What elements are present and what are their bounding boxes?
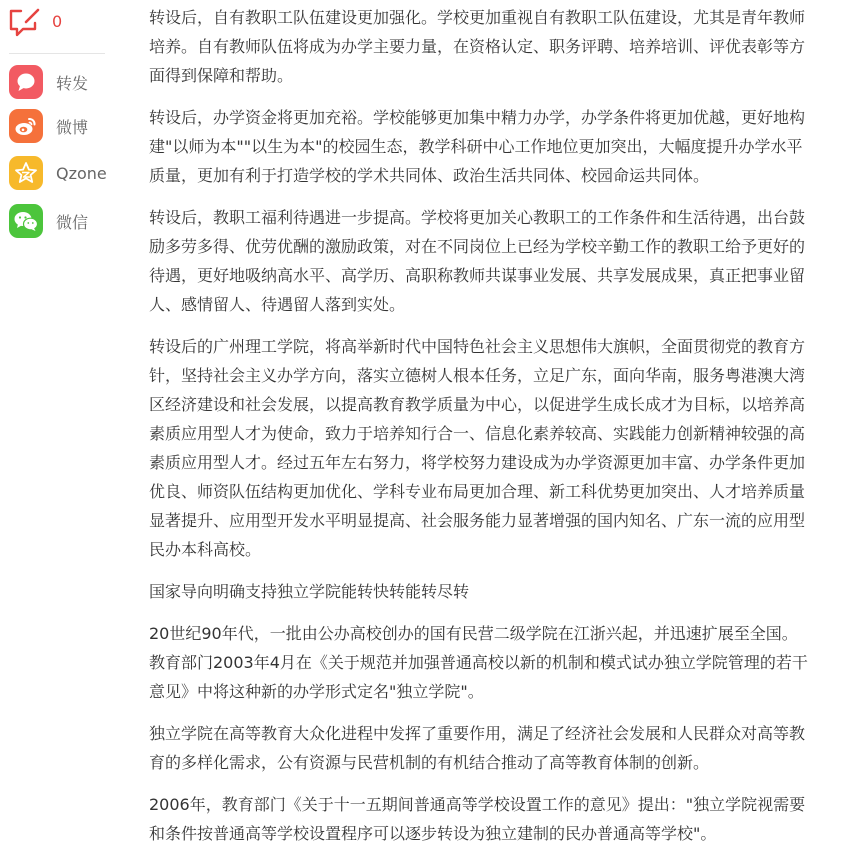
comment-button[interactable] [8,6,62,38]
weibo-icon [9,109,43,143]
message-bubble-icon [9,65,43,99]
share-label-wechat: 微信 [56,212,89,232]
article-body [149,3,813,852]
share-label-qzone: Qzone [56,163,107,183]
wechat-icon [9,204,43,238]
article-paragraph: 转设后的广州理工学院，将高举新时代中国特色社会主义思想伟大旗帜，全面贯彻党的教育方针，坚持社会主义办学方向，落实立德树人根本任务，立足广东，面向华南，服务粤港澳大湾区经济建设和社会发展，以提高教育教学质量为中心，以促进学生成长成才为目标，以培养高素质应用型人才为使命，致力于培养知行合一、信息化素养较高、实践能力创新精神较强的高素质应用型人才。经过五年左右努力，将学校努力建设成为办学资源更加丰富、办学条件更加优良、师资队伍结构更加优化、学科专业布局更加合理、新工科优势更加突出、人才培养质量显著提升、应用型开发水平明显提高、社会服务能力显著增强的国内知名、广东一流的应用型民办本科高校。 [149,337,806,559]
share-item-repost[interactable] [9,65,88,99]
share-label-weibo: 微博 [56,117,89,137]
share-label-repost: 转发 [56,73,89,93]
qzone-star-icon [9,156,43,190]
article-paragraph: 2006年，教育部门《关于十一五期间普通高等学校设置工作的意见》提出："独立学院视需要和条件按普通高等学校设置程序可以逐步转设为独立建制的民办普通高等学校"。 [149,795,806,843]
share-item-wechat[interactable] [9,204,88,238]
article-paragraph: 独立学院在高等教育大众化进程中发挥了重要作用，满足了经济社会发展和人民群众对高等教育的多样化需求，公有资源与民营机制的有机结合推动了高等教育体制的创新。 [149,724,806,772]
share-item-weibo[interactable] [9,109,88,143]
article-paragraph: 转设后，办学资金将更加充裕。学校能够更加集中精力办学，办学条件将更加优越，更好地构建"以师为本""以生为本"的校园生态，教学科研中心工作地位更加突出，大幅度提升办学水平质量，更加有利于打造学校的学术共同体、政治生活共同体、校园命运共同体。 [149,108,806,185]
comment-count: 0 [52,12,63,31]
article-paragraph: 转设后，教职工福利待遇进一步提高。学校将更加关心教职工的工作条件和生活待遇，出台鼓励多劳多得、优劳优酬的激励政策，对在不同岗位上已经为学校辛勤工作的教职工给予更好的待遇，更好地吸纳高水平、高学历、高职称教师共谋事业发展、共享发展成果，真正把事业留人、感情留人、待遇留人落到实处。 [149,208,806,314]
comment-edit-icon [8,7,40,37]
sidebar-divider [9,53,105,54]
article-paragraph: 20世纪90年代，一批由公办高校创办的国有民营二级学院在江浙兴起，并迅速扩展至全国。教育部门2003年4月在《关于规范并加强普通高校以新的机制和模式试办独立学院管理的若干意见》中将这种新的办学形式定名"独立学院"。 [149,624,808,701]
article-paragraph: 转设后，自有教职工队伍建设更加强化。学校更加重视自有教职工队伍建设，尤其是青年教师培养。自有教师队伍将成为办学主要力量，在资格认定、职务评聘、培养培训、评优表彰等方面得到保障和帮助。 [149,8,806,85]
article-subheading: 国家导向明确支持独立学院能转快转能转尽转 [149,582,470,601]
share-item-qzone[interactable] [9,156,107,190]
